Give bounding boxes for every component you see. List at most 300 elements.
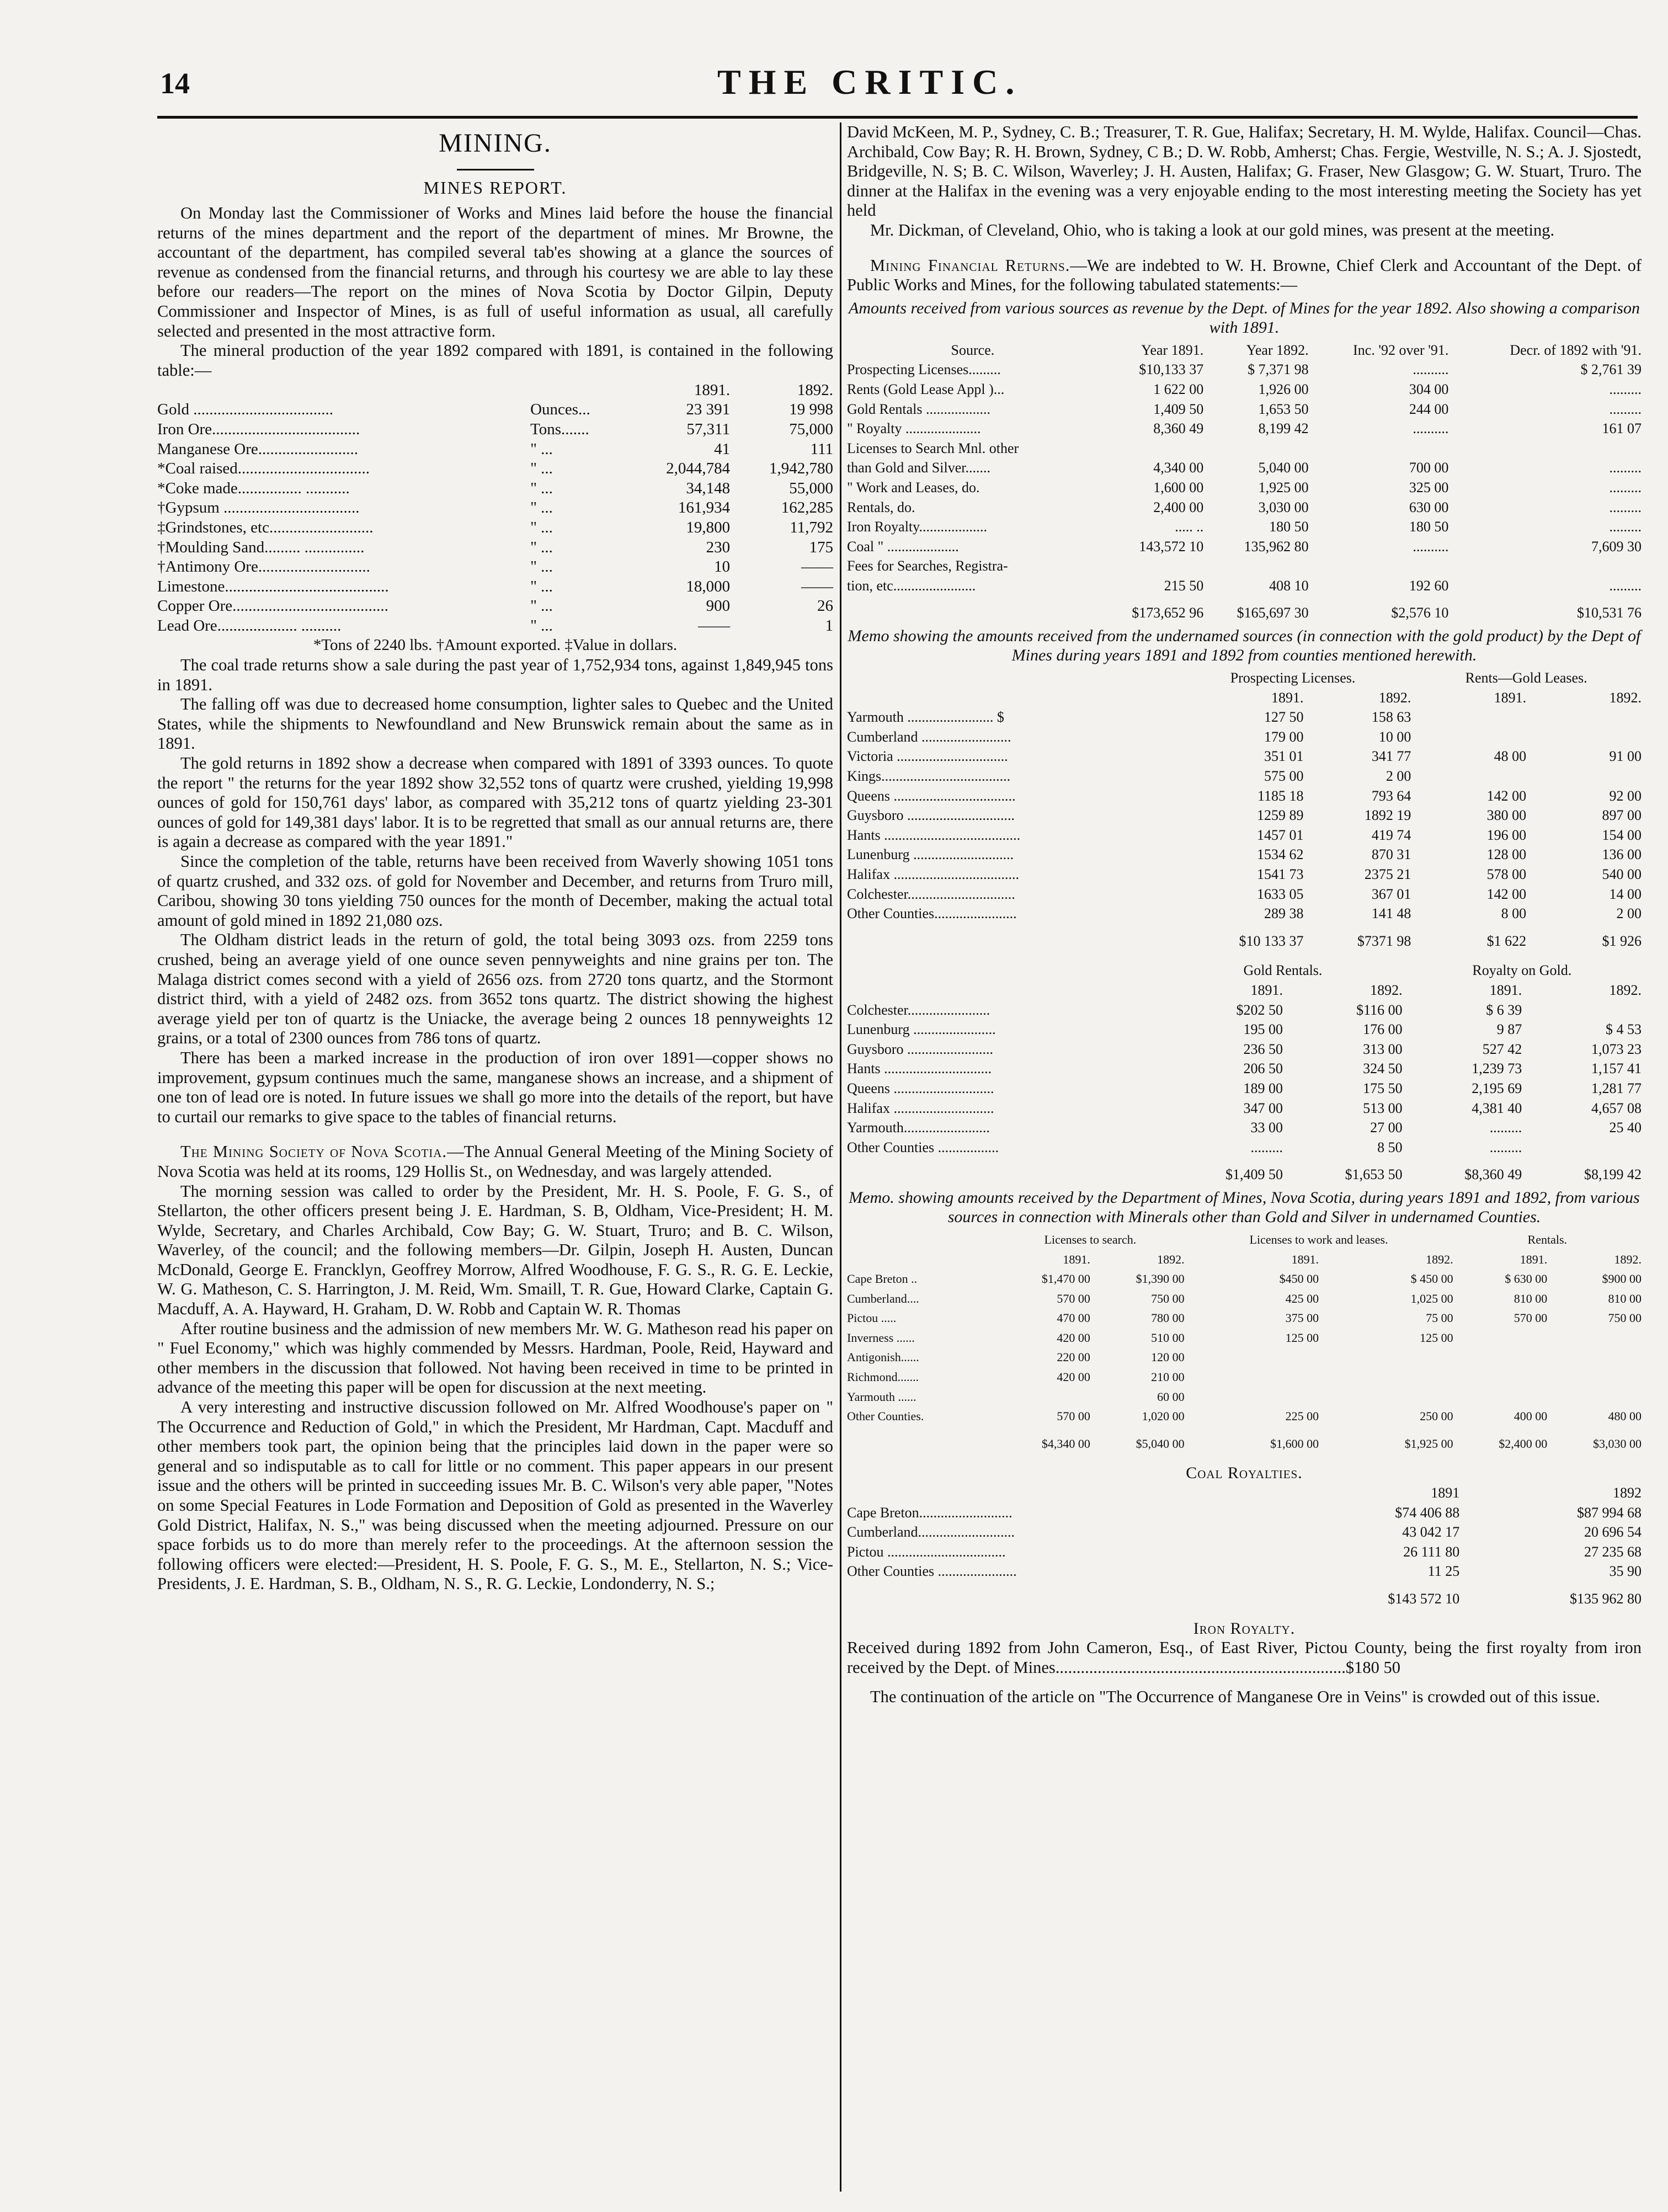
table-cell xyxy=(1319,1347,1453,1367)
table-cell: 1,653 50 xyxy=(1258,401,1309,417)
table-row xyxy=(847,766,1642,786)
iron-royalty-value: $180 50 xyxy=(1345,1657,1400,1677)
table-cell: Rentals, do. xyxy=(847,499,915,515)
column-header: 1892. xyxy=(1426,1252,1453,1266)
paragraph-lead: Mining Financial Returns. xyxy=(870,255,1070,275)
table-cell: 128 00 xyxy=(1486,846,1527,863)
paragraph: The Oldham district leads in the return of gold, the total being 3093 ozs. from 2259 tons crushed, being an average yield of one ounce seven pennyweights and nine grains per ton. The Malaga district comes second with a yield of 2656 ozs. from 2720 tons quartz, and the Stormont district third, with a yield of 2482 ozs. from 3652 tons quartz. The district showing the highest average yield per ton of quartz is the Uniacke, the average being 2 ounces 18 pennyweights 12 grains, or a total of 2300 ounces from 786 tons of quartz. xyxy=(157,930,833,1048)
table-cell: 141 48 xyxy=(1371,905,1411,922)
table-row xyxy=(847,786,1642,806)
table-cell: 341 77 xyxy=(1371,748,1411,765)
table-cell: 380 00 xyxy=(1486,807,1527,824)
table-cell: 225 00 xyxy=(1285,1409,1319,1424)
table-cell: 196 00 xyxy=(1486,827,1527,843)
table-cell: Gold ................................... xyxy=(157,401,333,419)
table-cell: Queens .................................. xyxy=(847,787,1016,804)
table-cell: 25 40 xyxy=(1609,1120,1642,1136)
table-cell: 1,942,780 xyxy=(769,460,833,478)
table-cell: 570 00 xyxy=(1514,1311,1548,1325)
table-row xyxy=(847,825,1642,845)
column-header: Inc. '92 over '91. xyxy=(1353,342,1449,358)
table-row xyxy=(847,1328,1642,1348)
coal-royalties-table xyxy=(847,1483,1642,1609)
table-cell: 75,000 xyxy=(789,420,833,438)
table-cell: 1,157 41 xyxy=(1591,1060,1642,1077)
table-row xyxy=(157,420,833,440)
table-cell: *Coal raised................................. xyxy=(157,460,370,478)
total-row xyxy=(847,924,1642,951)
table-cell: 41 xyxy=(714,440,731,458)
table-cell: 1,239 73 xyxy=(1472,1060,1522,1077)
table-cell: Lunenburg ....................... xyxy=(847,1021,996,1038)
column-header: 1891. xyxy=(1250,982,1283,998)
table-cell xyxy=(1453,1347,1548,1367)
table-cell: Cumberland.... xyxy=(847,1291,919,1305)
table-cell: " Work and Leases, do. xyxy=(847,479,980,495)
table-cell: Queens ............................ xyxy=(847,1080,994,1096)
header-row xyxy=(847,980,1642,1000)
table-cell: 75 00 xyxy=(1426,1311,1453,1325)
table-row xyxy=(847,399,1642,419)
table-cell: 27 235 68 xyxy=(1584,1543,1642,1560)
group-header: Royalty on Gold. xyxy=(1472,962,1572,979)
table-cell: Gold Rentals .................. xyxy=(847,401,990,417)
table-cell: 60 00 xyxy=(1157,1389,1185,1404)
table-cell: 289 38 xyxy=(1264,905,1304,922)
table-cell: 2,195 69 xyxy=(1472,1080,1522,1096)
table-cell: 400 00 xyxy=(1514,1409,1548,1424)
paragraph: The continuation of the article on "The Occurrence of Manganese Ore in Veins" is crowded out of this issue. xyxy=(870,1687,1600,1707)
column-header: 1892. xyxy=(1370,982,1403,998)
table-cell: Cape Breton .. xyxy=(847,1272,918,1286)
coal-royalties-title: Coal Royalties. xyxy=(1186,1464,1303,1483)
table-cell: " ... xyxy=(530,558,553,576)
table-cell: 91 00 xyxy=(1609,748,1642,765)
table-cell: 26 111 80 xyxy=(1403,1543,1460,1560)
table-cell: 26 xyxy=(817,597,833,615)
table-cell: 8 00 xyxy=(1501,905,1527,922)
table-cell: 215 50 xyxy=(1164,577,1204,594)
table-cell: 7,609 30 xyxy=(1591,538,1642,555)
table-cell: Copper Ore....................................... xyxy=(157,597,388,615)
table-cell xyxy=(1453,1328,1548,1348)
table-cell: 220 00 xyxy=(1057,1350,1090,1364)
paragraph: The coal trade returns show a sale during the past year of 1,752,934 tons, against 1,849,945 tons in 1891. xyxy=(157,655,833,694)
table-cell xyxy=(1185,1367,1319,1387)
total-cell: $4,340 00 xyxy=(1041,1436,1090,1451)
table-cell: 20 696 54 xyxy=(1584,1524,1642,1541)
group-header: Rentals. xyxy=(1527,1232,1568,1246)
table-row xyxy=(847,458,1642,478)
table-row xyxy=(157,459,833,479)
table-cell: " ... xyxy=(530,597,553,615)
table-cell: ......... xyxy=(1609,381,1642,397)
table-cell: Inverness ...... xyxy=(847,1330,915,1345)
table-cell: 162,285 xyxy=(781,499,833,517)
table-row xyxy=(847,1522,1642,1542)
table-cell: .......... xyxy=(1413,361,1449,378)
total-cell: $1 926 xyxy=(1602,932,1642,949)
total-cell xyxy=(847,595,1099,623)
table-cell: 189 00 xyxy=(1243,1080,1283,1096)
table-cell: —— xyxy=(801,558,833,576)
gold-licenses-table xyxy=(847,668,1642,951)
table-cell: Yarmouth ........................ $ xyxy=(847,709,1004,726)
column-header: Source. xyxy=(951,342,995,358)
column-header: 1892. xyxy=(1614,1252,1642,1266)
table-cell: 408 10 xyxy=(1269,577,1309,594)
table-cell: 230 xyxy=(706,538,731,556)
table-cell: 195 00 xyxy=(1243,1021,1283,1038)
table-cell: Richmond....... xyxy=(847,1370,919,1384)
table-cell: Manganese Ore......................... xyxy=(157,440,359,458)
table-row xyxy=(847,1020,1642,1040)
table-cell: 23 391 xyxy=(686,401,731,419)
column-header: 1892. xyxy=(797,381,833,399)
table-cell xyxy=(1522,1138,1642,1158)
table-cell: 304 00 xyxy=(1409,381,1449,397)
table-cell: 324 50 xyxy=(1363,1060,1403,1077)
table-cell: 325 00 xyxy=(1409,479,1449,495)
table-cell: 900 xyxy=(706,597,731,615)
paragraph: The mineral production of the year 1892 compared with 1891, is contained in the following table:— xyxy=(157,341,833,380)
table-cell: Rents (Gold Lease Appl )... xyxy=(847,381,1005,397)
total-cell xyxy=(847,1581,1277,1609)
table-cell: Guysboro .............................. xyxy=(847,807,1015,824)
total-cell: $1 622 xyxy=(1486,932,1527,949)
table-cell: " ... xyxy=(530,518,553,536)
mineral-production-table xyxy=(157,380,833,636)
total-cell: $173,652 96 xyxy=(1132,605,1204,621)
table-row xyxy=(847,517,1642,537)
table-row xyxy=(157,557,833,577)
table-row xyxy=(847,1059,1642,1079)
table-cell: tion, etc....................... xyxy=(847,577,976,594)
paragraph: David McKeen, M. P., Sydney, C. B.; Treasurer, T. R. Gue, Halifax; Secretary, H. M. Wylde, Halifax. Council—Chas. Archibald, Cow Bay; R. H. Brown, Sydney, C B.; D. W. Robb, Amherst; Chas. Fergie, Westville, N. S.; A. J. Sjostedt, Bridgeville, N. S; B. C. Wilson, Waverley; J. H. Austen, Halifax; G. Fraser, New Glasgow; G. W. Stuart, Truro. The dinner at the Halifax in the evening was a very enjoyable ending to the most interesting meeting the Society has yet held xyxy=(847,122,1642,220)
table-cell xyxy=(1309,556,1449,576)
total-cell: $8,360 49 xyxy=(1464,1166,1522,1183)
table-row xyxy=(847,1308,1642,1328)
title-rule xyxy=(457,169,534,170)
total-cell: $2,400 00 xyxy=(1499,1436,1548,1451)
paragraph: A very interesting and instructive discussion followed on Mr. Alfred Woodhouse's paper on " The Occurrence and Reduction of Gold," in which the President, Mr Hardman, Capt. Macduff and other members took part, the opinion being that the principles laid down in the paper were so general and so indisputable as to call for little or no comment. This paper appears in our present issue and the others will be printed in succeeding issues Mr. B. C. Wilson's very able paper, "Notes on some Special Features in Lode Formation and Deposition of Gold as presented in the Waverley Gold District, Halifax, N. S.," was being discussed when the meeting adjourned. Pressure on our space forbids us to do more than merely refer to the proceedings. At the afternoon session the following officers were elected:—President, H. S. Poole, F. G. S., M. E., Stellarton, N. S.; Vice-Presidents, J. E. Hardman, S. B., Oldham, N. S., R. G. Leckie, Londonderry, N. S.; xyxy=(157,1398,833,1593)
table-cell: 19 998 xyxy=(789,401,833,419)
right-column xyxy=(847,122,1642,1707)
paragraph: After routine business and the admission of new members Mr. W. G. Matheson read his paper on " Fuel Economy," which was highly commended by Messrs. Hardman, Poole, Reid, Hayward and other members in the discussion that followed. Not having been received in time to be printed in advance of the meeting this paper will be open for discussion at the next meeting. xyxy=(157,1319,833,1397)
table-cell: 897 00 xyxy=(1602,807,1642,824)
table-cell: $10,133 37 xyxy=(1139,361,1204,378)
table-cell xyxy=(847,688,1175,708)
table-cell: 351 01 xyxy=(1264,748,1304,765)
table-cell: 375 00 xyxy=(1285,1311,1319,1325)
table-cell: 143,572 10 xyxy=(1139,538,1204,555)
table-cell: 420 00 xyxy=(1057,1370,1090,1384)
table-row xyxy=(157,479,833,499)
table-cell: Licenses to Search Mnl. other xyxy=(847,440,1019,456)
table-cell: Limestone......................................... xyxy=(157,577,389,595)
table-cell: ......... xyxy=(1609,499,1642,515)
table-row xyxy=(847,1269,1642,1289)
paragraph: The falling off was due to decreased home consumption, lighter sales to Quebec and the United States, while the shipments to Newfoundland and New Brunswick remain about the same as in 1891. xyxy=(157,695,833,753)
table-cell: 1541 73 xyxy=(1257,866,1304,882)
table-cell: 10 00 xyxy=(1378,728,1411,745)
table-row xyxy=(847,707,1642,727)
table-cell: " ... xyxy=(530,460,553,478)
table-cell: 11,792 xyxy=(790,518,833,536)
table-cell: ......... xyxy=(1250,1139,1283,1155)
section-title: MINING. xyxy=(439,129,552,158)
total-cell: $10 133 37 xyxy=(1239,932,1304,949)
table-cell xyxy=(1547,1387,1642,1407)
table-cell xyxy=(1319,1367,1453,1387)
total-cell: $5,040 00 xyxy=(1136,1436,1185,1451)
subsection-title: MINES REPORT. xyxy=(423,178,567,198)
table-cell: " ... xyxy=(530,616,553,635)
table-cell: 175 50 xyxy=(1363,1080,1403,1096)
table-row xyxy=(847,1347,1642,1367)
table-cell: 1,925 00 xyxy=(1258,479,1309,495)
table-cell xyxy=(847,980,1163,1000)
table-cell: 55,000 xyxy=(789,479,833,497)
column-header: 1892. xyxy=(1378,689,1411,706)
table-cell: Ounces... xyxy=(530,401,590,419)
table-cell: 1534 62 xyxy=(1257,846,1304,863)
table-cell: 1,073 23 xyxy=(1591,1041,1642,1057)
table-cell: ......... xyxy=(1609,479,1642,495)
table-cell: 1 xyxy=(825,616,833,635)
total-cell: $1,653 50 xyxy=(1345,1166,1403,1183)
table-cell xyxy=(1547,1328,1642,1348)
total-cell: $3,030 00 xyxy=(1593,1436,1642,1451)
table-row xyxy=(847,1367,1642,1387)
table-cell: Iron Ore..................................... xyxy=(157,420,360,438)
table-row xyxy=(847,904,1642,924)
table-row xyxy=(847,845,1642,865)
table-caption: Memo. showing amounts received by the Department of Mines, Nova Scotia, during years 1891 and 1892, from various sources in connection with Minerals other than Gold and Silver in undernamed Counties. xyxy=(849,1188,1640,1226)
total-row xyxy=(847,595,1642,623)
table-cell xyxy=(1185,1347,1319,1367)
column-header: 1891. xyxy=(1489,982,1522,998)
table-row xyxy=(157,440,833,460)
group-header: Licenses to work and leases. xyxy=(1249,1232,1388,1246)
table-cell: ......... xyxy=(1609,460,1642,476)
table-cell: 513 00 xyxy=(1363,1100,1403,1116)
column-header: 1892. xyxy=(1157,1252,1185,1266)
table-cell: Coal " .................... xyxy=(847,538,959,555)
table-cell: 120 00 xyxy=(1151,1350,1185,1364)
table-cell: Cumberland........................... xyxy=(847,1524,1015,1541)
table-cell: 630 00 xyxy=(1409,499,1449,515)
total-row xyxy=(847,1426,1642,1454)
table-cell xyxy=(1411,766,1526,786)
table-cell: 570 00 xyxy=(1057,1291,1090,1305)
table-cell: 4,381 40 xyxy=(1472,1100,1522,1116)
table-cell: 8 50 xyxy=(1377,1139,1403,1155)
table-caption: Amounts received from various sources as revenue by the Dept. of Mines for the year 1892. Also showing a comparison with 1891. xyxy=(849,299,1640,337)
table-cell: $450 00 xyxy=(1279,1272,1319,1286)
table-cell xyxy=(1099,439,1203,459)
table-cell xyxy=(847,1250,996,1270)
column-header: 1891. xyxy=(694,381,731,399)
table-cell xyxy=(1203,439,1308,459)
table-cell: " ... xyxy=(530,440,553,458)
table-cell: 125 00 xyxy=(1420,1330,1453,1345)
table-cell: 540 00 xyxy=(1602,866,1642,882)
total-cell: $2,576 10 xyxy=(1391,605,1449,621)
table-cell: " ... xyxy=(530,479,553,497)
column-header: Year 1892. xyxy=(1246,342,1309,358)
table-row xyxy=(847,380,1642,399)
total-row xyxy=(847,1157,1642,1185)
table-cell: Other Counties ...................... xyxy=(847,1563,1017,1580)
table-cell: 2,044,784 xyxy=(666,460,731,478)
table-row xyxy=(847,576,1642,596)
table-cell xyxy=(1319,1387,1453,1407)
table-row xyxy=(847,478,1642,498)
table-cell: 1633 05 xyxy=(1257,886,1304,902)
table-cell: 236 50 xyxy=(1243,1041,1283,1057)
paragraph: There has been a marked increase in the production of iron over 1891—copper shows no improvement, gypsum continues much the same, manganese shows an increase, and a shipment of one ton of lead ore is noted. In future issues we shall go more into the details of the report, but have to curtail our remarks to give space to the tables of financial returns. xyxy=(157,1048,833,1126)
column-header: 1891. xyxy=(1520,1252,1548,1266)
table-cell: 1,409 50 xyxy=(1153,401,1204,417)
table-cell: 125 00 xyxy=(1285,1330,1319,1345)
table-row xyxy=(847,1118,1642,1138)
header-row xyxy=(847,1483,1642,1503)
table-cell: 250 00 xyxy=(1420,1409,1453,1424)
table-cell: 570 00 xyxy=(1057,1409,1090,1424)
table-row xyxy=(847,1040,1642,1059)
table-cell: Iron Royalty................... xyxy=(847,519,987,535)
table-cell: 154 00 xyxy=(1602,827,1642,843)
table-cell: 206 50 xyxy=(1243,1060,1283,1077)
table-cell: 480 00 xyxy=(1608,1409,1642,1424)
table-row xyxy=(847,747,1642,766)
table-cell: 700 00 xyxy=(1409,460,1449,476)
table-cell: 2 00 xyxy=(1385,768,1411,785)
table-cell: 27 00 xyxy=(1370,1120,1403,1136)
table-cell: .......... xyxy=(1413,420,1449,437)
header-rule xyxy=(157,116,1638,119)
column-header: 1891 xyxy=(1431,1485,1460,1501)
table-cell xyxy=(1547,1347,1642,1367)
table-row xyxy=(157,577,833,597)
table-cell xyxy=(1522,1000,1642,1020)
paragraph: The Mining Society of Nova Scotia.—The Annual General Meeting of the Mining Society of Nova Scotia was held at its rooms, 129 Hollis St., on Wednesday, and was largely attended. xyxy=(157,1142,833,1181)
masthead-title: THE CRITIC. xyxy=(717,62,1022,102)
total-cell: $1,925 00 xyxy=(1404,1436,1453,1451)
table-row xyxy=(847,498,1642,518)
table-cell: $ 450 00 xyxy=(1410,1272,1453,1286)
table-cell xyxy=(1309,439,1449,459)
table-cell: 18,000 xyxy=(686,577,731,595)
table-cell: Halifax ............................ xyxy=(847,1100,994,1116)
table-cell: 9 87 xyxy=(1496,1021,1522,1038)
total-cell xyxy=(847,924,1175,951)
table-cell: $202 50 xyxy=(1236,1001,1283,1018)
table-cell: ......... xyxy=(1489,1120,1522,1136)
table-cell: .......... xyxy=(1413,538,1449,555)
table-cell: $ 6 39 xyxy=(1486,1001,1522,1018)
table-cell: $1,470 00 xyxy=(1041,1272,1090,1286)
table-cell: 127 50 xyxy=(1264,709,1304,726)
table-cell: Kings.................................... xyxy=(847,768,1011,785)
table-cell: 578 00 xyxy=(1486,866,1527,882)
table-cell: 793 64 xyxy=(1371,787,1411,804)
table-cell: 33 00 xyxy=(1250,1120,1283,1136)
table-cell xyxy=(1526,766,1642,786)
table-cell: Hants ...................................... xyxy=(847,827,1021,843)
table-cell: $900 00 xyxy=(1602,1272,1642,1286)
table-cell: " ... xyxy=(530,577,553,595)
table-cell: 2 00 xyxy=(1616,905,1642,922)
table-row xyxy=(847,537,1642,557)
page-number: 14 xyxy=(160,67,190,100)
table-cell: Yarmouth ...... xyxy=(847,1389,916,1404)
group-header: Gold Rentals. xyxy=(1243,962,1323,979)
table-cell xyxy=(1453,1367,1548,1387)
table-cell: †Moulding Sand......... ............... xyxy=(157,538,365,556)
table-cell: 1457 01 xyxy=(1257,827,1304,843)
table-cell xyxy=(1526,707,1642,727)
table-cell: 2375 21 xyxy=(1364,866,1411,882)
table-row xyxy=(157,400,833,420)
total-cell xyxy=(847,1157,1163,1185)
table-cell: 161 07 xyxy=(1602,420,1642,437)
table-cell: Antigonish...... xyxy=(847,1350,919,1364)
table-cell: Victoria ............................... xyxy=(847,748,1008,765)
table-row xyxy=(157,616,833,636)
table-cell: Tons....... xyxy=(530,420,589,438)
table-cell: 11 25 xyxy=(1427,1563,1460,1580)
table-cell: 1185 18 xyxy=(1257,787,1304,804)
table-cell: —— xyxy=(698,616,731,635)
table-cell: $ 7,371 98 xyxy=(1248,361,1309,378)
paragraph: The morning session was called to order by the President, Mr. H. S. Poole, F. G. S., of Stellarton, the other officers present being J. E. Hardman, S. B, Oldham, Vice-President; H. M. Wylde, Secretary, and Charles Archibald, Cow Bay; G. W. Stuart, Truro; and B. C. Wilson, Waverley, of the council; and the following members—Dr. Gilpin, Joseph H. Austen, Duncan McDonald, George E. Francklyn, Geoffrey Morrow, Alfred Woodhouse, F. G. S., R. G. E. Leckie, W. G. Matheson, C. S. Harrington, J. M. Reid, Wm. Smaill, T. R. Gue, Howard Clarke, Captain G. Macduff, A. A. Hayward, H. Graham, D. W. Robb and Captain W. R. Thomas xyxy=(157,1181,833,1319)
table-cell: 4,340 00 xyxy=(1153,460,1204,476)
table-cell xyxy=(1448,556,1642,576)
table-row xyxy=(847,1099,1642,1118)
table-cell: 1259 89 xyxy=(1257,807,1304,824)
paragraph: Received during 1892 from John Cameron, Esq., of East River, Pictou County, being the first royalty from iron received by the Dept. of Mines.....................................................................$180 50 xyxy=(847,1638,1642,1677)
table-cell: 8,199 42 xyxy=(1258,420,1309,437)
table-cell: 179 00 xyxy=(1264,728,1304,745)
table-cell: 1,600 00 xyxy=(1153,479,1204,495)
header-row xyxy=(847,688,1642,708)
group-header: Prospecting Licenses. xyxy=(1230,670,1356,686)
total-cell: $143 572 10 xyxy=(1388,1591,1460,1607)
table-cell: 136 00 xyxy=(1602,846,1642,863)
table-cell: Lunenburg ............................ xyxy=(847,846,1014,863)
total-cell: $8,199 42 xyxy=(1584,1166,1642,1183)
table-cell xyxy=(1547,1367,1642,1387)
column-header: 1892. xyxy=(1609,982,1642,998)
table-cell: †Gypsum .................................. xyxy=(157,499,360,517)
table-cell: 510 00 xyxy=(1151,1330,1185,1345)
table-cell: than Gold and Silver....... xyxy=(847,460,990,476)
table-cell xyxy=(1185,1387,1319,1407)
table-cell: 142 00 xyxy=(1486,886,1527,902)
table-cell: 192 60 xyxy=(1409,577,1449,594)
table-cell: 57,311 xyxy=(686,420,731,438)
table-cell: Fees for Searches, Registra- xyxy=(847,558,1008,574)
table-cell: ..... .. xyxy=(1175,519,1204,535)
table-cell: 175 xyxy=(809,538,833,556)
table-cell: 367 01 xyxy=(1371,886,1411,902)
column-divider xyxy=(840,122,841,2192)
table-cell: 180 50 xyxy=(1409,519,1449,535)
total-cell xyxy=(847,1426,996,1454)
table-cell: 19,800 xyxy=(686,518,731,536)
